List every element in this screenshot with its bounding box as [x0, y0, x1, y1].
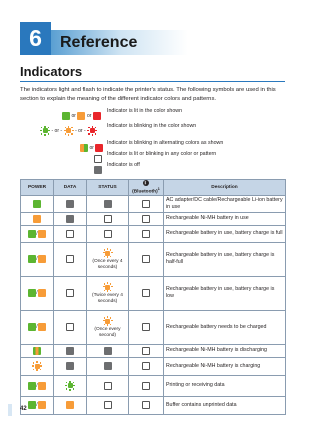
intro-paragraph: The indicators light and flash to indicate the printer's status. The following symbols are used in this section to explain the meaning of the different indicator colors and patterns.	[20, 87, 276, 102]
or-text: - or -	[51, 127, 63, 134]
orange-blink-icon	[103, 316, 113, 326]
orange-lit-icon	[33, 215, 41, 223]
table-row	[21, 375, 286, 396]
slash-text: /	[36, 256, 38, 263]
off-icon	[94, 166, 102, 174]
orange-lit-icon	[38, 289, 46, 297]
or-text: or	[89, 144, 94, 151]
red-lit-icon	[93, 112, 101, 120]
table-row	[21, 212, 286, 225]
bluetooth-cell	[129, 357, 164, 375]
status-cell	[87, 310, 129, 344]
legend-text: Indicator is off	[107, 162, 140, 168]
page-number-marker	[8, 404, 12, 416]
orange-lit-icon	[77, 112, 85, 120]
or-text: or	[86, 112, 92, 119]
blink-rate-note: (Twice every 4 seconds)	[92, 293, 123, 304]
bluetooth-cell	[129, 344, 164, 357]
footnote-marker: 1	[157, 186, 160, 192]
any-pattern-icon	[142, 347, 150, 355]
data-cell	[54, 344, 87, 357]
status-cell	[87, 357, 129, 375]
any-pattern-icon	[142, 401, 150, 409]
legend-icons-alternating	[80, 139, 103, 151]
green-lit-icon	[28, 401, 36, 409]
off-icon	[66, 215, 74, 223]
slash-text: /	[36, 402, 38, 409]
legend-text: Indicator is lit or blinking in any color or pattern	[107, 151, 217, 157]
description-cell: Rechargeable battery in use, battery charge is half-full	[164, 242, 286, 276]
orange-lit-icon	[66, 401, 74, 409]
any-pattern-icon	[66, 255, 74, 263]
status-cell	[87, 195, 129, 212]
bluetooth-icon: ᛒ	[144, 180, 147, 185]
power-cell	[21, 225, 54, 242]
green-blink-icon	[40, 126, 50, 136]
status-cell	[87, 212, 129, 225]
slash-text: /	[36, 230, 38, 237]
data-cell	[54, 212, 87, 225]
orange-lit-icon	[38, 382, 46, 390]
legend-row-blinking	[0, 122, 300, 132]
orange-blink-icon	[64, 126, 74, 136]
slash-text: /	[36, 382, 38, 389]
chapter-title: Reference	[60, 34, 138, 51]
bluetooth-cell	[129, 375, 164, 396]
off-icon	[104, 200, 112, 208]
power-cell	[21, 212, 54, 225]
off-icon	[66, 200, 74, 208]
any-pattern-icon	[142, 255, 150, 263]
green-lit-icon	[28, 289, 36, 297]
legend-text: Indicator is blinking in alternating colors as shown	[107, 140, 224, 146]
power-cell	[21, 375, 54, 396]
bluetooth-cell	[129, 396, 164, 414]
data-cell	[54, 375, 87, 396]
blink-rate-note: (Once every 4 seconds)	[92, 259, 123, 270]
any-pattern-icon	[142, 215, 150, 223]
table-row	[21, 396, 286, 414]
description-cell: AC adapter/DC cable/Rechargeable Li-ion battery in use	[164, 195, 286, 212]
orange-lit-icon	[38, 323, 46, 331]
status-cell	[87, 375, 129, 396]
slash-text: /	[36, 290, 38, 297]
or-text: or	[71, 112, 76, 119]
or-text: - or -	[75, 127, 86, 134]
table-row	[21, 310, 286, 344]
legend-icons-lit	[62, 107, 101, 119]
any-pattern-icon	[66, 230, 74, 238]
legend-row-alternating	[0, 139, 300, 149]
description-cell: Rechargeable Ni-MH battery is discharging	[164, 344, 286, 357]
status-cell	[87, 276, 129, 310]
green-lit-icon	[28, 323, 36, 331]
power-cell	[21, 357, 54, 375]
green-lit-icon	[28, 255, 36, 263]
off-icon	[66, 362, 74, 370]
any-pattern-icon	[104, 382, 112, 390]
any-pattern-icon	[142, 382, 150, 390]
data-cell	[54, 225, 87, 242]
bluetooth-cell	[129, 310, 164, 344]
legend-row-lit	[0, 107, 300, 117]
header-bluetooth-label: (Bluetooth)	[132, 189, 158, 195]
blink-rate-note: (Once every second)	[94, 327, 121, 338]
legend-row-any	[0, 150, 300, 160]
legend-text: Indicator is lit in the color shown	[107, 108, 183, 114]
any-pattern-icon	[142, 289, 150, 297]
description-cell: Rechargeable battery in use, battery charge is low	[164, 276, 286, 310]
description-cell: Rechargeable Ni-MH battery is charging	[164, 357, 286, 375]
legend-icons-off	[94, 161, 102, 170]
legend-text: Indicator is blinking in the color shown	[107, 123, 197, 129]
legend-icons-blinking	[40, 122, 97, 134]
orange-blink-icon	[103, 282, 113, 292]
bluetooth-cell	[129, 212, 164, 225]
bluetooth-cell	[129, 276, 164, 310]
data-cell	[54, 310, 87, 344]
heading-divider	[20, 81, 285, 82]
description-cell: Printing or receiving data	[164, 375, 286, 396]
description-cell: Rechargeable Ni-MH battery in use	[164, 212, 286, 225]
any-pattern-icon	[142, 323, 150, 331]
green-blink-icon	[65, 381, 75, 391]
orange-blink-icon	[32, 361, 42, 371]
indicator-status-table	[20, 179, 286, 415]
data-cell	[54, 242, 87, 276]
green-lit-icon	[28, 230, 36, 238]
alternating-blink-icon	[33, 347, 41, 355]
any-pattern-icon	[104, 401, 112, 409]
any-pattern-icon	[142, 230, 150, 238]
description-cell: Rechargeable battery in use, battery charge is full	[164, 225, 286, 242]
table-row	[21, 276, 286, 310]
status-cell	[87, 225, 129, 242]
data-cell	[54, 396, 87, 414]
orange-lit-icon	[38, 230, 46, 238]
description-cell: Buffer contains unprinted data	[164, 396, 286, 414]
data-cell	[54, 195, 87, 212]
bluetooth-cell	[129, 195, 164, 212]
status-cell	[87, 242, 129, 276]
off-icon	[104, 362, 112, 370]
any-pattern-icon	[66, 323, 74, 331]
any-pattern-icon	[142, 362, 150, 370]
power-cell	[21, 242, 54, 276]
header-description: Description	[164, 180, 286, 196]
orange-blink-icon	[103, 248, 113, 258]
bluetooth-cell	[129, 242, 164, 276]
header-power: POWER	[21, 180, 54, 196]
power-cell	[21, 310, 54, 344]
power-cell	[21, 344, 54, 357]
chapter-number-tab	[20, 22, 51, 55]
green-lit-icon	[62, 112, 70, 120]
red-blink-icon	[87, 126, 97, 136]
any-pattern-icon	[104, 215, 112, 223]
table-row	[21, 344, 286, 357]
legend-row-off	[0, 161, 300, 171]
any-pattern-icon	[104, 230, 112, 238]
status-cell	[87, 396, 129, 414]
off-icon	[104, 347, 112, 355]
section-heading: Indicators	[20, 64, 83, 79]
table-row	[21, 225, 286, 242]
description-cell: Rechargeable battery needs to be charged	[164, 310, 286, 344]
header-data: DATA	[54, 180, 87, 196]
power-cell	[21, 276, 54, 310]
any-pattern-icon	[142, 200, 150, 208]
bluetooth-cell	[129, 225, 164, 242]
page-number: 42	[20, 406, 27, 412]
data-cell	[54, 357, 87, 375]
off-icon	[66, 347, 74, 355]
header-bluetooth	[129, 180, 164, 196]
status-cell	[87, 344, 129, 357]
table-row	[21, 357, 286, 375]
any-pattern-icon	[66, 289, 74, 297]
green-lit-icon	[33, 200, 41, 208]
slash-text: /	[36, 324, 38, 331]
power-cell	[21, 195, 54, 212]
data-cell	[54, 276, 87, 310]
orange-lit-icon	[38, 255, 46, 263]
chapter-number: 6	[29, 25, 42, 51]
table-row	[21, 195, 286, 212]
green-lit-icon	[28, 382, 36, 390]
legend-icons-any	[94, 150, 102, 159]
table-header-row	[21, 180, 286, 196]
orange-lit-icon	[38, 401, 46, 409]
header-status: STATUS	[87, 180, 129, 196]
table-row	[21, 242, 286, 276]
